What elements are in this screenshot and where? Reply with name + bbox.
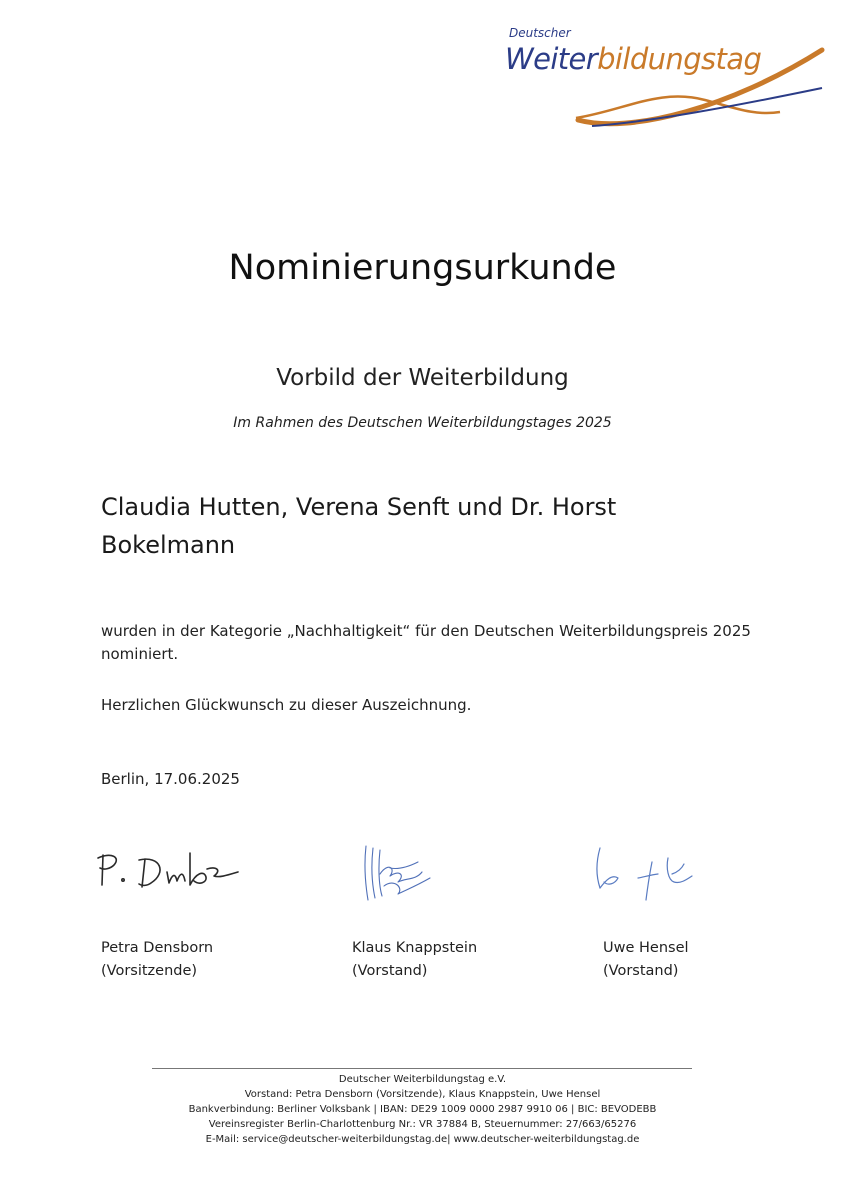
footer-divider bbox=[152, 1068, 692, 1069]
footer bbox=[0, 1072, 845, 1147]
signatory-name: Klaus Knappstein bbox=[352, 940, 478, 956]
organization-logo bbox=[500, 26, 830, 136]
footer-organization: Deutscher Weiterbildungstag e.V. bbox=[338, 1074, 507, 1085]
place-and-date: Berlin, 17.06.2025 bbox=[101, 770, 240, 788]
signature-uwe-hensel bbox=[590, 844, 705, 904]
signatory-name: Petra Densborn bbox=[101, 940, 214, 956]
signatory-uwe-hensel bbox=[603, 937, 689, 983]
signatory-petra-densborn bbox=[101, 937, 213, 983]
nomination-statement: wurden in der Kategorie „Nachhaltigkeit“ für den Deutschen Weiterbildungspreis 2025 nominiert. bbox=[101, 622, 751, 663]
logo-wordmark bbox=[505, 42, 761, 76]
signatory-name: Uwe Hensel bbox=[603, 940, 689, 956]
signature-klaus-knappstein bbox=[360, 842, 440, 907]
award-subtitle: Vorbild der Weiterbildung bbox=[276, 365, 569, 391]
signatory-role: (Vorstand) bbox=[603, 963, 679, 979]
logo-word-bildungstag: bildungstag bbox=[597, 42, 762, 76]
footer-register: Vereinsregister Berlin-Charlottenburg Nr.: VR 37884 B, Steuernummer: 27/663/65276 bbox=[208, 1119, 637, 1130]
signatory-klaus-knappstein bbox=[352, 937, 477, 983]
logo-line-deutscher: Deutscher bbox=[509, 26, 571, 40]
footer-bank-details: Bankverbindung: Berliner Volksbank | IBAN: DE29 1009 0000 2987 9910 06 | BIC: BEVODEBB bbox=[188, 1104, 657, 1115]
congratulations-text: Herzlichen Glückwunsch zu dieser Auszeichnung. bbox=[101, 696, 472, 714]
signature-petra-densborn bbox=[95, 845, 245, 895]
footer-contact: E-Mail: service@deutscher-weiterbildungstag.de| www.deutscher-weiterbildungstag.de bbox=[205, 1134, 640, 1145]
nominee-names: Claudia Hutten, Verena Senft und Dr. Horst Bokelmann bbox=[101, 493, 617, 559]
footer-board: Vorstand: Petra Densborn (Vorsitzende), Klaus Knappstein, Uwe Hensel bbox=[244, 1089, 601, 1100]
logo-word-weiter: Weiter bbox=[505, 42, 598, 76]
signatory-role: (Vorsitzende) bbox=[101, 963, 198, 979]
signatory-role: (Vorstand) bbox=[352, 963, 428, 979]
certificate-title: Nominierungsurkunde bbox=[228, 248, 617, 288]
event-context: Im Rahmen des Deutschen Weiterbildungstages 2025 bbox=[233, 415, 612, 431]
